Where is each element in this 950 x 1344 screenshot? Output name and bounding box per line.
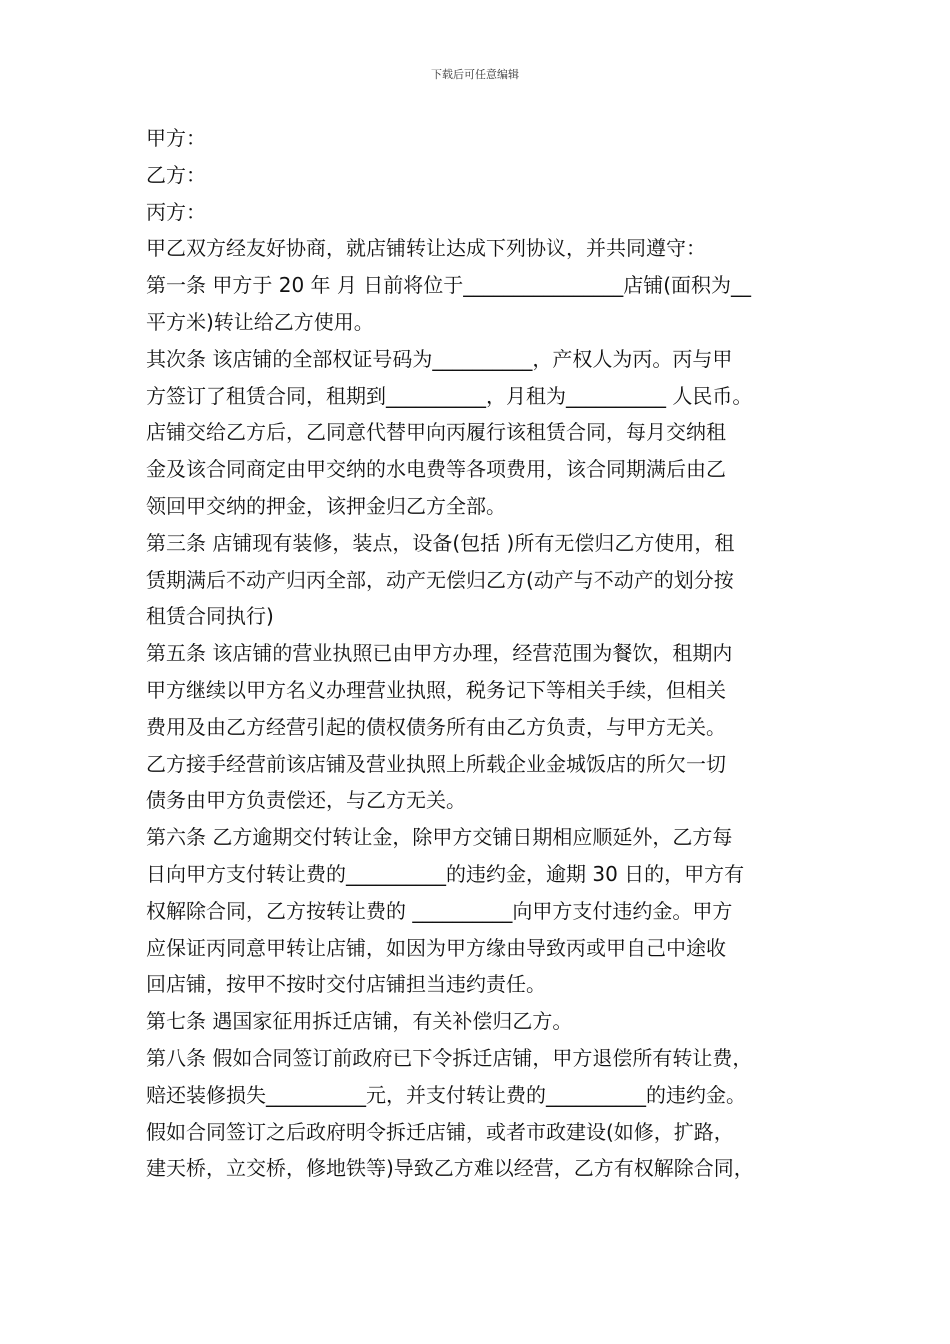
- article-2-line-2: 方签订了租赁合同，租期到__________，月租为__________ 人民币。: [146, 383, 753, 408]
- contract-body: [146, 120, 826, 1187]
- article-1-line-1: 第一条 甲方于 20 年 月 日前将位于________________店铺(面积为__: [146, 273, 752, 298]
- article-2-line-4: 金及该合同商定由甲交纳的水电费等各项费用，该合同期满后由乙: [146, 457, 726, 482]
- article-7-line-1: 第七条 遇国家征用拆迁店铺，有关补偿归乙方。: [146, 1009, 573, 1034]
- article-2-line-3: 店铺交给乙方后，乙同意代替甲向丙履行该租赁合同，每月交纳租: [146, 420, 726, 445]
- article-6-line-4: 应保证丙同意甲转让店铺，如因为甲方缘由导致丙或甲自己中途收: [146, 935, 726, 960]
- article-3-line-2: 赁期满后不动产归丙全部，动产无偿归乙方(动产与不动产的划分按: [146, 567, 734, 592]
- article-6-line-3: 权解除合同，乙方按转让费的 __________向甲方支付违约金。甲方: [146, 898, 733, 923]
- article-6-line-1: 第六条 乙方逾期交付转让金，除甲方交铺日期相应顺延外，乙方每: [146, 825, 733, 850]
- article-3-line-1: 第三条 店铺现有装修，装点，设备(包括 )所有无偿归乙方使用，租: [146, 530, 735, 555]
- article-8-line-4: 建天桥，立交桥，修地铁等)导致乙方难以经营，乙方有权解除合同，: [146, 1156, 754, 1181]
- article-5-line-5: 债务由甲方负责偿还，与乙方无关。: [146, 788, 466, 813]
- article-8-line-3: 假如合同签订之后政府明令拆迁店铺，或者市政建设(如修，扩路，: [146, 1119, 734, 1144]
- party-c-line: 丙方：: [146, 199, 206, 224]
- article-2-line-1: 其次条 该店铺的全部权证号码为__________，产权人为丙。丙与甲: [146, 346, 733, 371]
- preamble-line: 甲乙双方经友好协商，就店铺转让达成下列协议，并共同遵守：: [146, 236, 706, 261]
- article-5-line-2: 甲方继续以甲方名义办理营业执照，税务记下等相关手续，但相关: [146, 677, 726, 702]
- article-5-line-4: 乙方接手经营前该店铺及营业执照上所载企业金城饭店的所欠一切: [146, 751, 726, 776]
- article-5-line-3: 费用及由乙方经营引起的债权债务所有由乙方负责，与甲方无关。: [146, 714, 726, 739]
- article-1-line-2: 平方米)转让给乙方使用。: [146, 309, 374, 334]
- article-3-line-3: 租赁合同执行): [146, 604, 274, 629]
- page-header-note: 下载后可任意编辑: [431, 68, 519, 81]
- article-2-line-5: 领回甲交纳的押金，该押金归乙方全部。: [146, 493, 506, 518]
- party-a-line: 甲方：: [146, 126, 206, 150]
- article-5-line-1: 第五条 该店铺的营业执照已由甲方办理，经营范围为餐饮，租期内: [146, 641, 733, 666]
- article-6-line-5: 回店铺，按甲不按时交付店铺担当违约责任。: [146, 972, 546, 997]
- party-b-line: 乙方：: [146, 162, 206, 187]
- article-8-line-2: 赔还装修损失__________元，并支付转让费的__________的违约金。: [146, 1082, 746, 1107]
- article-8-line-1: 第八条 假如合同签订前政府已下令拆迁店铺，甲方退偿所有转让费，: [146, 1045, 753, 1070]
- article-6-line-2: 日向甲方支付转让费的__________的违约金，逾期 30 日的，甲方有: [146, 861, 745, 886]
